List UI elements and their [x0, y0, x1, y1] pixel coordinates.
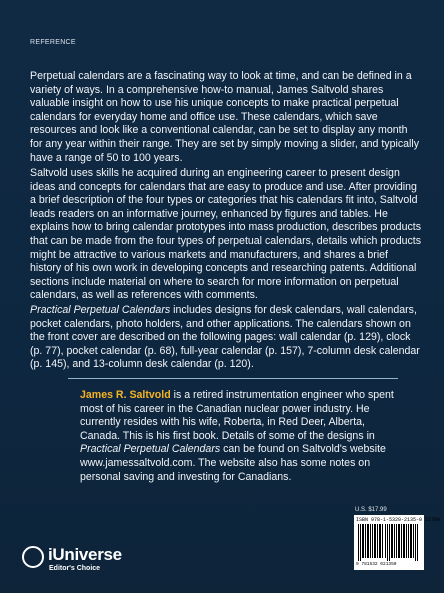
- author-name: James R. Saltvold: [80, 389, 171, 401]
- publisher-logo: [22, 545, 132, 575]
- barcode-bars: [358, 524, 420, 561]
- description-paragraph-3: [30, 304, 422, 372]
- publisher-logo-icon: [22, 546, 44, 568]
- publisher-name: iUniverse: [48, 545, 122, 564]
- publisher-tagline: Editor's Choice: [49, 565, 101, 572]
- price-code: 51799: [425, 517, 441, 523]
- paragraph-3-text: includes designs for desk calendars, wall calendars, pocket calendars, photo holders, and other applications. The calendars shown on the front cover are described on the following pages: wall calendar (p. 129), clock (p. 77), pocket calendar (p. 68), full-year calendar (p. 157), 7-column desk calendar (p. 145), and 13-column desk calendar (p. 120).: [30, 304, 420, 371]
- isbn-number: ISBN 978-1-5320-2135-0: [356, 517, 423, 523]
- author-bio-part-2: can be found on Saltvold's website www.jamessaltvold.com. The website also has some notes on personal saving and investing for Canadians.: [80, 443, 386, 483]
- price-label: U.S. $17.99: [355, 507, 387, 513]
- description-paragraph-2: Saltvold uses skills he acquired during an engineering career to present design ideas and concepts for calendars that are easy to produce and use. After providing a brief description of the four types or categories that his calendars fit into, Saltvold leads readers on an informative journey, enhanced by figures and tables. He explains how to bring calendar prototypes into mass production, describes products that can be made from the four types of perpetual calendars, details which products might be attractive to various markets and manufacturers, and shares a brief history of his own work in developing concepts and researching patents. Additional sections include material on where to search for more information on perpetual calendars, as well as references with comments.: [30, 167, 422, 302]
- isbn-barcode: [354, 515, 441, 570]
- author-bio-part-1: is a retired instrumentation engineer who spent most of his career in the Canadian nuclear power industry. He currently resides with his wife, Roberta, in Red Deer, Alberta, Canada. This is his first book. Details of some of the designs in: [80, 389, 394, 442]
- description-paragraph-1: Perpetual calendars are a fascinating way to look at time, and can be defined in a variety of ways. In a comprehensive how-to manual, James Saltvold shares valuable insight on how to use his unique concepts to make practical perpetual calendars for everyday home and office use. These calendars, which save resources and look like a conventional calendar, can be set to display any month for any year within their range. They are set by simply moving a slider, and typically have a range of 50 to 100 years.: [30, 70, 420, 164]
- author-divider: [68, 378, 398, 379]
- category-label: REFERENCE: [30, 39, 76, 46]
- book-title: Practical Perpetual Calendars: [30, 304, 171, 316]
- author-bio-book-title: Practical Perpetual Calendars: [80, 443, 221, 456]
- author-bio: [80, 389, 400, 484]
- isbn-text: [356, 517, 441, 523]
- barcode-digits: 9 781532 021350: [356, 562, 397, 567]
